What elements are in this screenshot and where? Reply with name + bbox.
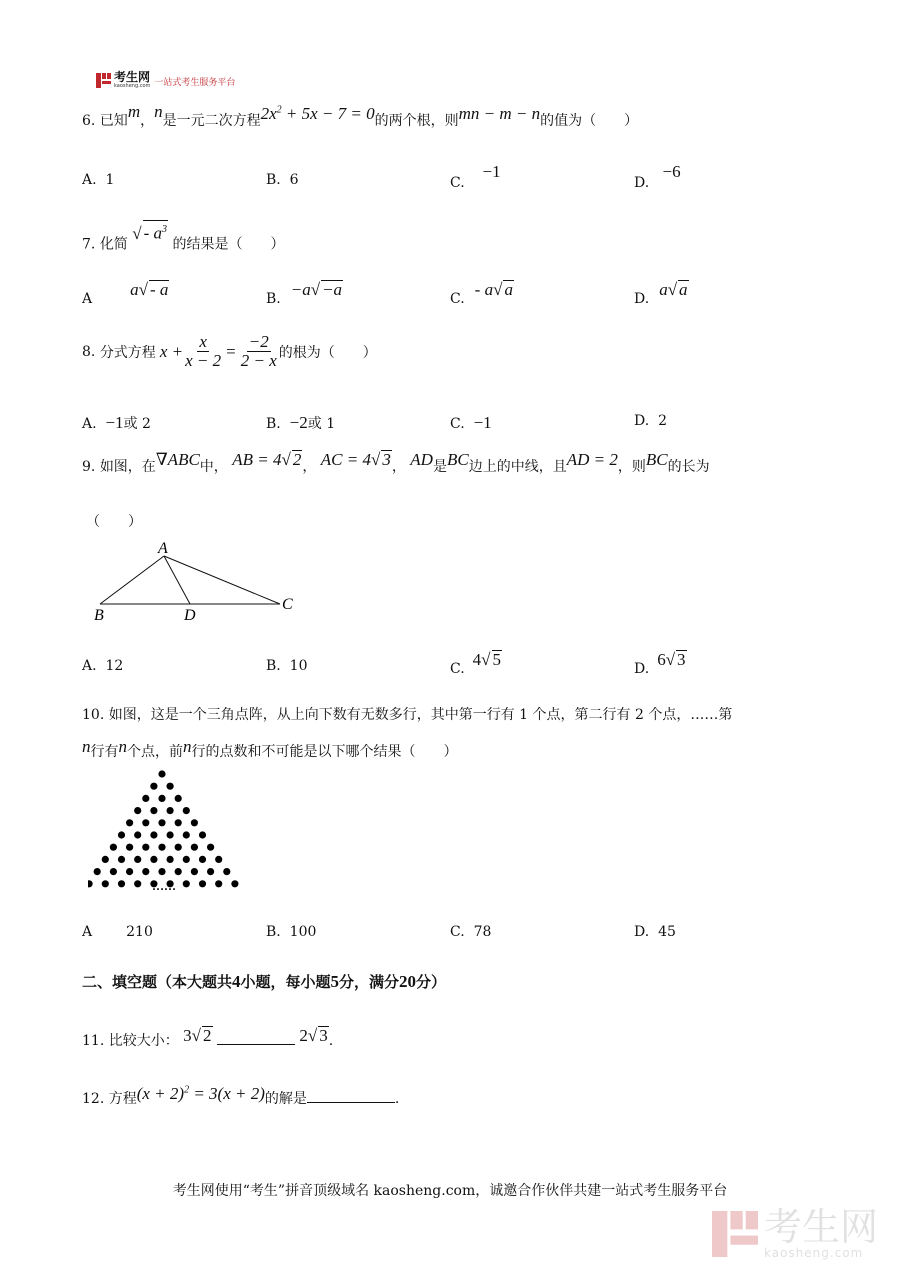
dot xyxy=(158,868,165,875)
dot xyxy=(118,880,125,887)
dot xyxy=(215,880,222,887)
q6-option-c: C. −1 xyxy=(450,162,501,191)
dot xyxy=(150,831,157,838)
dot xyxy=(207,868,214,875)
question-10-line-1: 10. 如图，这是一个三角点阵，从上向下数有无数多行，其中第一行有 1 个点，第二行有 2 个点，……第 xyxy=(82,707,733,723)
dot xyxy=(158,795,165,802)
dot xyxy=(126,844,133,851)
q8-text-2: 的根为（ ） xyxy=(278,344,377,361)
q10-option-d: D. 45 xyxy=(634,924,676,940)
dot xyxy=(199,880,206,887)
q8-text-1: 分式方程 xyxy=(99,344,156,361)
dot xyxy=(134,856,141,863)
dot xyxy=(167,831,174,838)
q9-bc: BC xyxy=(446,450,469,469)
question-8 xyxy=(82,333,377,370)
dot xyxy=(191,844,198,851)
q6-comma: ， xyxy=(140,113,155,129)
dot xyxy=(102,880,109,887)
dot xyxy=(207,844,214,851)
q9-paren: （ ） xyxy=(86,514,142,530)
dot xyxy=(191,868,198,875)
question-11: 11. 比较大小： 3√ 2 2√ 3. xyxy=(82,1026,334,1049)
dot xyxy=(175,868,182,875)
logo-name: 考生网 xyxy=(114,70,151,84)
dot xyxy=(175,795,182,802)
dot xyxy=(175,819,182,826)
dot xyxy=(126,819,133,826)
logo-tagline: 一站式考生服务平台 xyxy=(154,78,236,88)
dot xyxy=(175,844,182,851)
dot xyxy=(134,807,141,814)
logo-icon xyxy=(96,73,111,88)
q9-ad: AD xyxy=(410,450,433,469)
q6-n: n xyxy=(154,102,163,121)
dot xyxy=(88,880,93,887)
dot xyxy=(158,844,165,851)
q6-equation: $2x^2 + 5x - 7 = 0$ xyxy=(260,104,375,123)
dot xyxy=(158,819,165,826)
dot xyxy=(126,868,133,875)
q11-left-value: 3√ 2 xyxy=(183,1026,212,1045)
dot xyxy=(142,819,149,826)
q9-ac: AC = 4√ 3 xyxy=(320,450,391,469)
q8-equals: = xyxy=(226,341,236,361)
q8-fraction-2: $\frac{-2}{2 - x}$ xyxy=(240,332,277,370)
dot xyxy=(167,783,174,790)
dot xyxy=(142,844,149,851)
q9-option-a: A. 12 xyxy=(82,658,124,674)
figure-label-a: A xyxy=(158,540,168,557)
footer-text: 考生网使用“考生”拼音顶级域名 kaosheng.com，诚邀合作伙伴共建一站式考生服务平台 xyxy=(172,1183,728,1199)
q9-triangle-figure xyxy=(88,536,308,628)
dot xyxy=(134,831,141,838)
q8-fraction-1: $\frac{x}{x - 2}$ xyxy=(185,332,222,370)
q9-ab: AB = 4√ 2 xyxy=(232,450,302,469)
q8-lhs-x: x + xyxy=(159,341,184,361)
dot xyxy=(118,831,125,838)
q7-option-d: D. a√ a xyxy=(634,280,688,307)
q8-option-c: C. −1 xyxy=(450,413,492,432)
dot xyxy=(102,856,109,863)
header-logo xyxy=(96,72,235,89)
watermark-domain: kaosheng.com xyxy=(763,1246,864,1260)
dot xyxy=(94,868,101,875)
watermark xyxy=(712,1205,878,1260)
dot xyxy=(183,807,190,814)
q6-text-4: 的值为（ ） xyxy=(540,113,639,129)
dot xyxy=(183,831,190,838)
q11-right-value: 2√ 3 xyxy=(299,1026,328,1045)
dot xyxy=(110,844,117,851)
dot xyxy=(150,783,157,790)
q6-option-d: D. −6 xyxy=(634,162,681,191)
section-2-heading: 二、填空题（本大题共4小题，每小题5分，满分20分） xyxy=(82,972,447,991)
dot xyxy=(199,856,206,863)
question-6 xyxy=(82,102,639,130)
dot xyxy=(110,868,117,875)
q9-bc-2: BC xyxy=(645,450,668,469)
dot xyxy=(215,856,222,863)
figure-label-d: D xyxy=(184,607,196,624)
q6-number: 6. xyxy=(82,113,96,129)
question-12: 12. 方程$(x + 2)^2 = 3(x + 2)$的解是 . xyxy=(82,1084,400,1107)
q8-option-a: A. −1或 2 xyxy=(82,413,151,432)
dot xyxy=(150,856,157,863)
q6-expression: mn − m − n xyxy=(458,104,541,123)
q6-option-a: A. 1 xyxy=(82,172,115,188)
q10-option-b: B. 100 xyxy=(266,924,317,940)
dot xyxy=(150,807,157,814)
q8-option-d: D. 2 xyxy=(634,413,668,429)
dot xyxy=(199,831,206,838)
watermark-logo-icon xyxy=(712,1209,758,1259)
q10-ellipsis: …… xyxy=(152,879,176,893)
q10-option-c: C. 78 xyxy=(450,924,492,940)
q7-text-1: 化简 xyxy=(99,236,128,253)
q10-option-a: A 210 xyxy=(82,924,153,940)
dot xyxy=(118,856,125,863)
q9-option-c: C. 4√ 5 xyxy=(450,650,502,677)
dot xyxy=(231,880,238,887)
dot xyxy=(191,819,198,826)
q6-text-3: 的两个根，则 xyxy=(374,113,459,129)
dot xyxy=(167,807,174,814)
q6-option-b: B. 6 xyxy=(266,172,299,188)
q7-option-b: B. −a√ −a xyxy=(266,280,343,307)
logo-domain: kaosheng.com xyxy=(114,83,151,89)
dot xyxy=(167,856,174,863)
q9-triangle: ∇ABC xyxy=(155,450,200,469)
q9-option-d: D. 6√ 3 xyxy=(634,650,686,677)
dot xyxy=(134,880,141,887)
watermark-name: 考生网 xyxy=(763,1205,878,1249)
figure-label-b: B xyxy=(94,607,104,624)
q7-radical: √ - $a^3$ xyxy=(132,224,168,243)
q7-option-c: C. - a√ a xyxy=(450,280,513,307)
question-9: 9. 如图，在∇ABC中， AB = 4√ 2， AC = 4√ 3， AD是BC边上的中线，且AD = 2，则BC的长为 xyxy=(82,450,710,475)
q9-option-b: B. 10 xyxy=(266,658,308,674)
dot xyxy=(142,868,149,875)
q8-number: 8. xyxy=(82,343,96,360)
q6-text-1: 已知 xyxy=(99,113,128,129)
q8-option-b: B. −2或 1 xyxy=(266,413,336,432)
q6-text-2: 是一元二次方程 xyxy=(162,113,261,129)
q7-text-2: 的结果是（ ） xyxy=(172,236,285,253)
dot xyxy=(183,856,190,863)
question-10-line-2: n行有n个点，前n行的点数和不可能是以下哪个结果（ ） xyxy=(82,737,458,760)
q9-ad-eq: AD = 2 xyxy=(566,450,618,469)
question-7 xyxy=(82,223,285,254)
q11-answer-blank[interactable] xyxy=(217,1030,295,1045)
q12-equation: $(x + 2)^2 = 3(x + 2)$ xyxy=(136,1084,265,1103)
figure-label-c: C xyxy=(282,596,293,613)
dot xyxy=(142,795,149,802)
dot xyxy=(158,770,165,777)
dot xyxy=(223,868,230,875)
q10-dot-triangle xyxy=(88,766,258,896)
q12-answer-blank[interactable] xyxy=(307,1088,395,1103)
q6-m: m xyxy=(127,102,141,121)
q7-option-a: A a√ - a xyxy=(82,280,169,307)
dot xyxy=(183,880,190,887)
q7-number: 7. xyxy=(82,236,96,253)
